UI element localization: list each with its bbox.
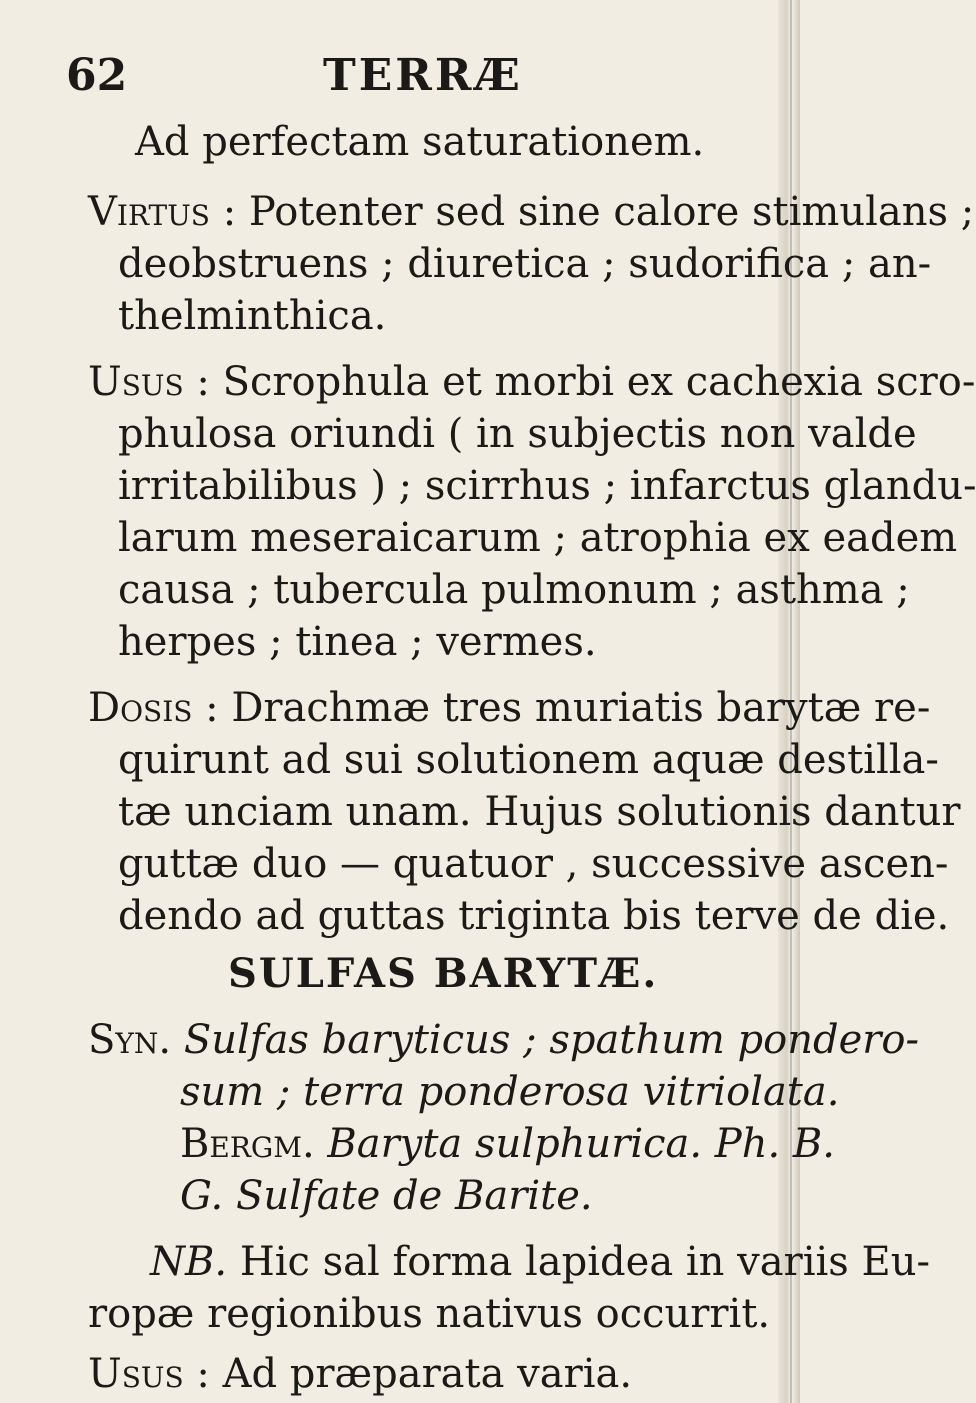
text-line: tæ unciam unam. Hujus solutionis dantur bbox=[118, 789, 961, 835]
text-line: causa ; tubercula pulmonum ; asthma ; bbox=[118, 567, 910, 613]
syn-label: Syn. bbox=[88, 1017, 172, 1063]
virtus-label: Virtus bbox=[88, 189, 210, 235]
dosis-label: Dosis bbox=[88, 685, 193, 731]
syn-line: Syn. Sulfas baryticus ; spathum pondero- bbox=[88, 1017, 919, 1063]
text-line: herpes ; tinea ; vermes. bbox=[118, 619, 597, 665]
page-number: 62 bbox=[66, 50, 128, 101]
bergm-line: Bergm. Baryta sulphurica. Ph. B. bbox=[180, 1121, 836, 1167]
usus-label: Usus bbox=[88, 359, 184, 405]
text-line: G. Sulfate de Barite. bbox=[180, 1173, 593, 1219]
running-head: TERRÆ bbox=[323, 50, 523, 101]
text-line: larum meseraicarum ; atrophia ex eadem bbox=[118, 515, 958, 561]
usus-line: Usus : Scrophula et morbi ex cachexia scro- bbox=[88, 359, 976, 405]
text-line: phulosa oriundi ( in subjectis non valde bbox=[118, 411, 917, 457]
text-line: irritabilibus ) ; scirrhus ; infarctus glandu- bbox=[118, 463, 976, 509]
text-line: ropæ regionibus nativus occurrit. bbox=[88, 1291, 771, 1337]
page-header bbox=[0, 50, 800, 110]
text-line: dendo ad guttas triginta bis terve de die. bbox=[118, 893, 950, 939]
nb-label: NB. bbox=[150, 1239, 228, 1285]
section-heading: SULFAS BARYTÆ. bbox=[228, 950, 659, 997]
dosis-line: Dosis : Drachmæ tres muriatis barytæ re- bbox=[88, 685, 931, 731]
virtus-line: Virtus : Potenter sed sine calore stimulans ; bbox=[88, 189, 975, 235]
text-line: sum ; terra ponderosa vitriolata. bbox=[180, 1069, 840, 1115]
text-line: quirunt ad sui solutionem aquæ destilla- bbox=[118, 737, 939, 783]
text-line: thelminthica. bbox=[118, 293, 387, 339]
text-line: guttæ duo — quatuor , successive ascen- bbox=[118, 841, 949, 887]
text-line: deobstruens ; diuretica ; sudorifica ; an- bbox=[118, 241, 932, 287]
usus-label-2: Usus bbox=[88, 1351, 184, 1397]
subtitle-line: Ad perfectam saturationem. bbox=[135, 119, 705, 165]
usus-line-2: Usus : Ad præparata varia. bbox=[88, 1351, 633, 1397]
bergm-label: Bergm. bbox=[180, 1121, 315, 1167]
nb-line: NB. Hic sal forma lapidea in variis Eu- bbox=[150, 1239, 931, 1285]
